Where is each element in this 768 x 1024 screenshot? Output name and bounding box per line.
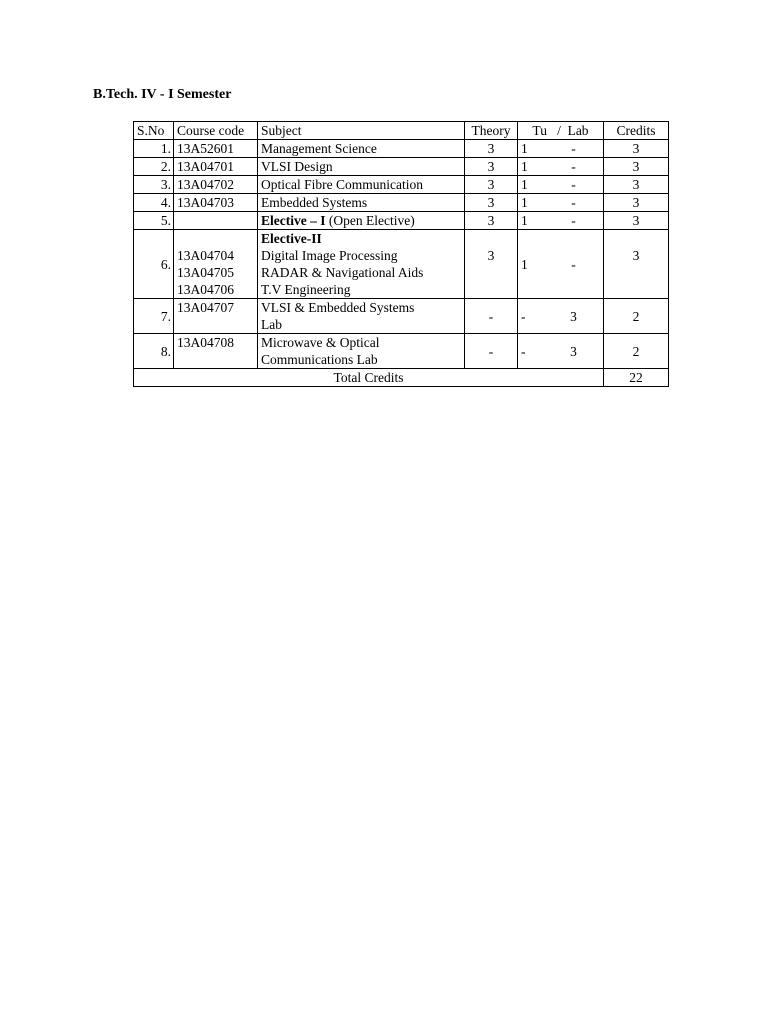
cell-theory: 3 xyxy=(465,176,518,194)
cell-course-code: 13A04703 xyxy=(174,194,258,212)
table-row xyxy=(134,212,669,230)
cell-credits xyxy=(604,230,669,299)
cell-sno: 6. xyxy=(134,230,174,299)
cell-sno: 8. xyxy=(134,334,174,369)
cell-credits: 3 xyxy=(604,158,669,176)
subject-line: Lab xyxy=(261,317,282,332)
cell-tu: 1 xyxy=(518,158,545,176)
course-code-line: 13A04705 xyxy=(177,265,234,280)
header-sno: S.No xyxy=(134,122,174,140)
cell-sno: 1. xyxy=(134,140,174,158)
cell-lab: 3 xyxy=(544,299,604,334)
credits-value: 3 xyxy=(632,247,640,263)
course-table xyxy=(133,121,669,387)
cell-theory: 3 xyxy=(465,158,518,176)
cell-credits: 2 xyxy=(604,334,669,369)
cell-tu: 1 xyxy=(518,194,545,212)
header-course-code: Course code xyxy=(174,122,258,140)
cell-course-code: 13A04708 xyxy=(174,334,258,369)
cell-subject xyxy=(258,212,465,230)
cell-tu: 1 xyxy=(518,212,545,230)
cell-theory: 3 xyxy=(465,212,518,230)
table-row xyxy=(134,230,669,299)
cell-tu: - xyxy=(518,299,545,334)
cell-credits: 3 xyxy=(604,140,669,158)
cell-theory: - xyxy=(465,299,518,334)
subject-line: Digital Image Processing xyxy=(261,248,398,263)
cell-course-code: 13A04702 xyxy=(174,176,258,194)
cell-subject xyxy=(258,334,465,369)
cell-lab: 3 xyxy=(544,334,604,369)
page-title: B.Tech. IV - I Semester xyxy=(93,87,232,102)
cell-theory: - xyxy=(465,334,518,369)
table-header-row xyxy=(134,122,669,140)
table-row xyxy=(134,140,669,158)
table-row xyxy=(134,194,669,212)
cell-lab: - xyxy=(544,194,604,212)
cell-theory: 3 xyxy=(465,140,518,158)
cell-credits: 3 xyxy=(604,176,669,194)
header-credits: Credits xyxy=(604,122,669,140)
subject-line: Microwave & Optical xyxy=(261,335,380,350)
total-credits-value: 22 xyxy=(604,369,669,387)
cell-subject: Management Science xyxy=(258,140,465,158)
cell-tu: 1 xyxy=(518,230,545,299)
cell-subject: Embedded Systems xyxy=(258,194,465,212)
cell-subject xyxy=(258,230,465,299)
total-row xyxy=(134,369,669,387)
cell-credits: 2 xyxy=(604,299,669,334)
table-row xyxy=(134,334,669,369)
cell-lab: - xyxy=(544,176,604,194)
table-row xyxy=(134,176,669,194)
subject-line: Communications Lab xyxy=(261,352,378,367)
subject-heading: Elective-II xyxy=(261,231,322,246)
header-theory: Theory xyxy=(465,122,518,140)
subject-line: VLSI & Embedded Systems xyxy=(261,300,415,315)
cell-course-code xyxy=(174,230,258,299)
cell-sno: 2. xyxy=(134,158,174,176)
course-code-line: 13A04706 xyxy=(177,282,234,297)
cell-sno: 3. xyxy=(134,176,174,194)
cell-sno: 4. xyxy=(134,194,174,212)
cell-lab: - xyxy=(544,140,604,158)
cell-sno: 5. xyxy=(134,212,174,230)
subject-bold: Elective – I xyxy=(261,213,326,228)
cell-subject: VLSI Design xyxy=(258,158,465,176)
table-row xyxy=(134,158,669,176)
table-row xyxy=(134,299,669,334)
cell-tu: - xyxy=(518,334,545,369)
cell-course-code: 13A52601 xyxy=(174,140,258,158)
cell-credits: 3 xyxy=(604,212,669,230)
cell-lab: - xyxy=(544,212,604,230)
course-code-line: 13A04704 xyxy=(177,248,234,263)
total-credits-label: Total Credits xyxy=(134,369,604,387)
theory-value: 3 xyxy=(487,247,495,263)
cell-tu: 1 xyxy=(518,176,545,194)
cell-course-code xyxy=(174,212,258,230)
header-subject: Subject xyxy=(258,122,465,140)
header-tu-lab: Tu / Lab xyxy=(518,122,604,140)
cell-tu: 1 xyxy=(518,140,545,158)
cell-course-code: 13A04701 xyxy=(174,158,258,176)
cell-lab: - xyxy=(544,158,604,176)
subject-rest: (Open Elective) xyxy=(325,213,415,228)
subject-line: RADAR & Navigational Aids xyxy=(261,265,424,280)
cell-lab: - xyxy=(544,230,604,299)
cell-sno: 7. xyxy=(134,299,174,334)
cell-theory xyxy=(465,230,518,299)
cell-subject: Optical Fibre Communication xyxy=(258,176,465,194)
cell-course-code: 13A04707 xyxy=(174,299,258,334)
subject-line: T.V Engineering xyxy=(261,282,351,297)
cell-subject xyxy=(258,299,465,334)
cell-credits: 3 xyxy=(604,194,669,212)
cell-theory: 3 xyxy=(465,194,518,212)
